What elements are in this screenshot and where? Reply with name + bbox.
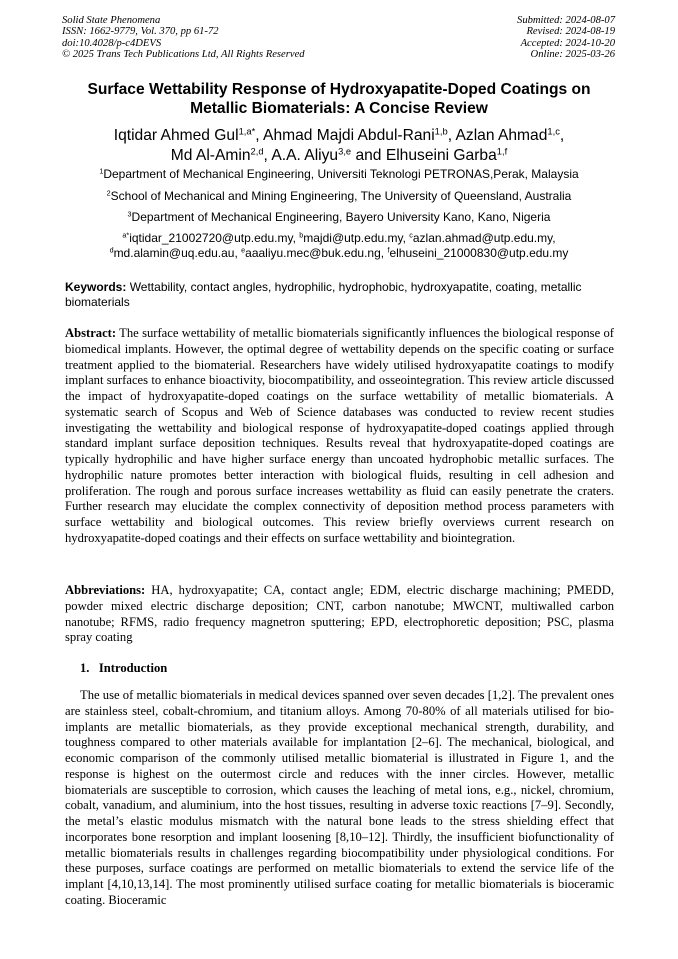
title-line: Metallic Biomaterials: A Concise Review	[190, 99, 488, 117]
online-date: Online: 2025-03-26	[530, 49, 615, 61]
aff-sup: 3	[127, 209, 132, 219]
author-sup: 1,c	[547, 126, 560, 137]
author-list	[60, 126, 618, 165]
author-sup: 3,e	[338, 145, 352, 156]
sep: ,	[380, 246, 388, 260]
abstract-text: The surface wettability of metallic biomaterials significantly influences the biological response of biomedical implants. However, the optimal degree of wettability depends on the specific coating or surface treatment applied to the biomaterial. Researchers have widely utilised hydroxyapatite coatings to modify implant surfaces to enhance bioactivity, biocompatibility, and osseointegration. This review article discussed the impact of hydroxyapatite-doped coatings on the surface wettability of metallic biomaterials. A systematic search of Scopus and Web of Science databases was conducted to review recent studies investigating the wettability and biological response of hydroxyapatite-doped coatings applied through standard implant surface deposition techniques. Results reveal that hydroxyapatite-doped coatings are typically hydrophilic and have higher surface energy than uncoated hydrophobic metallic surfaces. The hydrophilic nature promotes better interaction with biological fluids, resulting in cell adhesion and proliferation. The rough and porous surface increases wettability as fluid can easily penetrate the craters. Further research may elucidate the complex connectivity of deposition method process parameters with surface wettability and biological outcomes. This review briefly overviews current research on hydroxyapatite-doped coatings and their effects on surface wettability and biointegration.	[65, 326, 614, 545]
section-heading	[80, 661, 167, 676]
sep: ,	[559, 127, 565, 144]
journal-name: Solid State Phenomena	[62, 15, 161, 26]
author-sup: 1,f	[496, 145, 508, 156]
author: Elhuseini Garba	[385, 146, 497, 164]
section-number: 1.	[80, 661, 90, 675]
abbreviations	[65, 583, 614, 646]
email-list	[40, 231, 638, 261]
email-link[interactable]: elhuseini_21000830@utp.edu.my	[389, 246, 569, 260]
introduction-paragraph: The use of metallic biomaterials in medical devices spanned over seven decades [1,2]. The prevalent ones are stainless steel, cobalt-chromium, and titanium alloys. Among 70-80% of all materials utilised for bio-implants are metallic biomaterials, as they provide exceptional mechanical strength, durability, and toughness compared to other materials available for implantation [2–6]. The mechanical, biological, and economic comparison of the commonly utilised metallic biomaterial is illustrated in Figure 1, and the response is highest on the outermost circle and reduces with the inner circles. However, metallic biomaterials are susceptible to corrosion, which causes the leaching of metal ions, e.g., nickel, chromium, cobalt, vanadium, and aluminium, into the host tissues, resulting in adverse toxic reactions [7–9]. Secondly, the metal’s elastic modulus mismatch with the natural bone leads to the stress shielding effect that incorporates bone resorption and implant loosening [8,10–12]. Thirdly, the insufficient biofunctionality of metallic biomaterials results in challenges regarding biocompatibility under physiological conditions. For these purposes, surface coatings are performed on metallic biomaterials to extend the service life of the implant [4,10,13,14]. The most prominently utilised surface coating for metallic biomaterials is bioceramic coating. Bioceramic	[65, 688, 614, 907]
section-title: Introduction	[98, 661, 168, 675]
abstract-label: Abstract:	[65, 326, 117, 340]
keywords-label: Keywords:	[65, 280, 127, 294]
sep: ,	[255, 127, 264, 144]
affiliation	[40, 167, 638, 182]
keywords-text: Wettability, contact angles, hydrophilic, hydrophobic, hydroxyapatite, coating, metallic biomaterials	[65, 280, 582, 309]
doi: doi:10.4028/p-c4DEVS	[62, 37, 162, 49]
journal-info	[62, 15, 305, 61]
abbreviations-label: Abbreviations:	[65, 583, 146, 597]
sep: ,	[552, 231, 556, 245]
sep: and	[351, 146, 386, 164]
affiliation	[40, 189, 638, 204]
affiliation	[40, 210, 638, 225]
email-link[interactable]: iqtidar_21002720@utp.edu.my	[129, 231, 293, 245]
email-sup: f	[387, 245, 390, 255]
author: Ahmad Majdi Abdul-Rani	[263, 127, 435, 144]
author: Iqtidar Ahmed Gul	[113, 127, 239, 144]
keywords	[65, 280, 614, 309]
paper-title	[60, 81, 618, 118]
sep: ,	[402, 231, 410, 245]
email-sup: e	[241, 245, 246, 255]
author-sup: 1,b	[434, 126, 448, 137]
issn: ISSN: 1662-9779, Vol. 370, pp 61-72	[62, 26, 219, 38]
email-link[interactable]: majdi@utp.edu.my	[303, 231, 403, 245]
aff-text: Department of Mechanical Engineering, Universiti Teknologi PETRONAS,Perak, Malaysia	[103, 167, 579, 181]
sep: ,	[263, 146, 272, 164]
sep: ,	[234, 246, 242, 260]
revised-date: Revised: 2024-08-19	[526, 26, 615, 38]
email-sup: c	[409, 230, 413, 240]
aff-sup: 1	[99, 166, 104, 176]
dates	[517, 15, 615, 61]
email-sup: b	[299, 230, 304, 240]
author-sup: 1,a*	[238, 126, 256, 137]
author-sup: 2,d	[250, 145, 264, 156]
author: Md Al-Amin	[170, 146, 251, 164]
email-sup: a*	[122, 230, 130, 240]
aff-text: School of Mechanical and Mining Engineering, The University of Queensland, Australia	[110, 189, 572, 203]
abbreviations-text: HA, hydroxyapatite; CA, contact angle; EDM, electric discharge machining; PMEDD, powder mixed electric discharge deposition; CNT, carbon nanotube; MWCNT, multiwalled carbon nanotube; RFMS, radio frequency magnetron sputtering; EPD, electrophoretic deposition; PSC, plasma spray coating	[65, 583, 614, 645]
author: A.A. Aliyu	[271, 146, 339, 164]
email-link[interactable]: azlan.ahmad@utp.edu.my	[412, 231, 553, 245]
email-link[interactable]: md.alamin@uq.edu.au	[113, 246, 235, 260]
abstract	[65, 326, 614, 547]
email-link[interactable]: aaaliyu.mec@buk.edu.ng	[245, 246, 381, 260]
author: Azlan Ahmad	[455, 127, 548, 144]
accepted-date: Accepted: 2024-10-20	[520, 37, 615, 49]
submitted-date: Submitted: 2024-08-07	[517, 15, 615, 26]
copyright: © 2025 Trans Tech Publications Ltd, All Rights Reserved	[62, 49, 305, 61]
sep: ,	[292, 231, 300, 245]
aff-text: Department of Mechanical Engineering, Bayero University Kano, Kano, Nigeria	[131, 210, 551, 224]
sep: ,	[447, 127, 456, 144]
email-sup: d	[109, 245, 114, 255]
title-line: Surface Wettability Response of Hydroxyapatite-Doped Coatings on	[87, 81, 591, 98]
aff-sup: 2	[106, 188, 111, 198]
